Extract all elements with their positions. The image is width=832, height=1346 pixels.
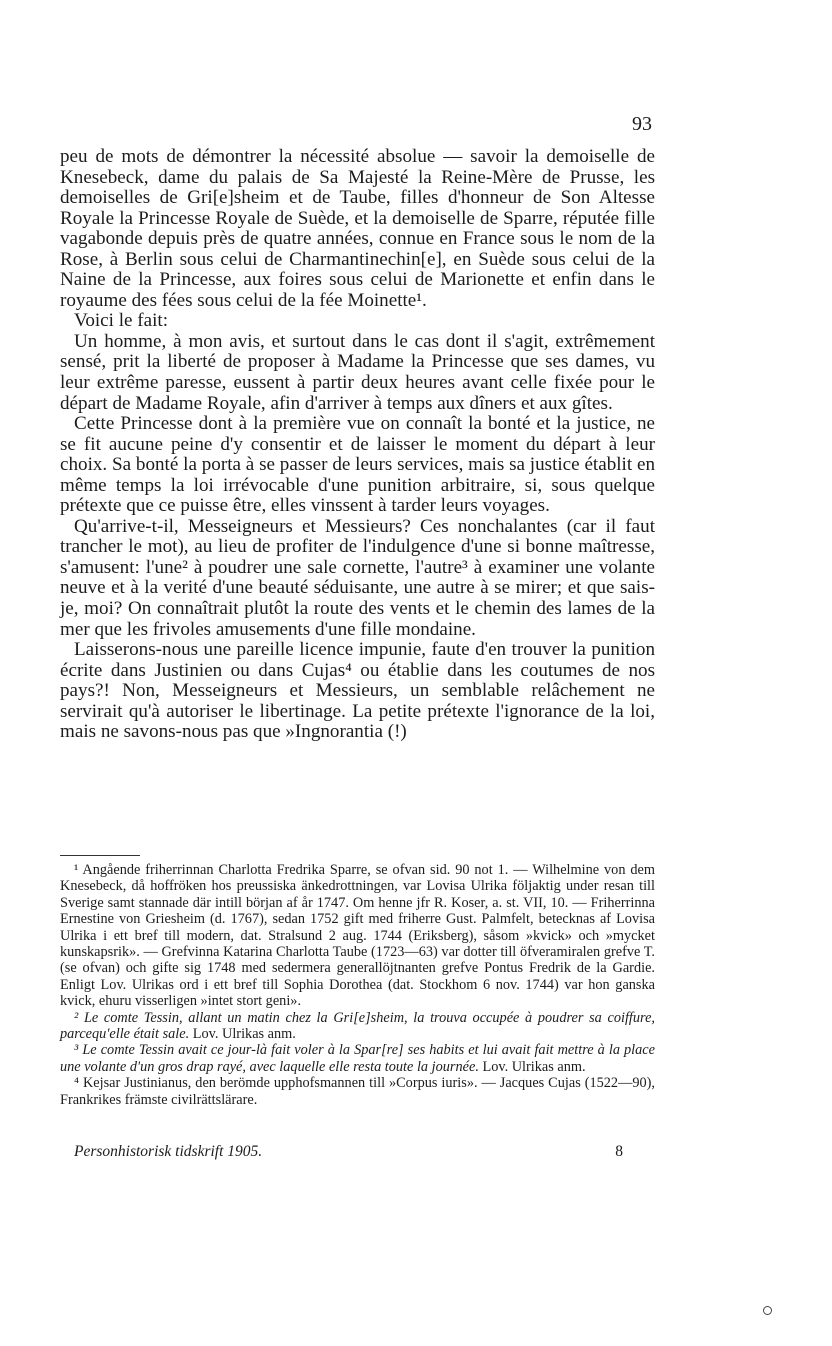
footnote-rule (60, 855, 140, 856)
page-footer (60, 1143, 655, 1163)
paragraph-1: peu de mots de démontrer la nécessité absolue — savoir la demoiselle de Knesebeck, dame du palais de Sa Majesté la Reine-Mère de Prusse, les demoiselles de Gri[e]sheim et de Taube, filles d'honneur de Son Altesse Royale la Princesse Royale de Suède, et la demoiselle de Sparre, réputée fille vagabonde depuis près de quatre années, connue en France sous le nom de la Rose, à Berlin sous celui de Charmantinechin[e], en Suède sous celui de la Naine de la Princesse, aux foires sous celui de Marionette et enfin dans le royaume des fées sous celui de la fée Moinette¹. (60, 146, 655, 311)
journal-title: Personhistorisk tidskrift 1905. (74, 1143, 263, 1160)
body-text (60, 147, 655, 743)
footnote-1: ¹ Angående friherrinnan Charlotta Fredrika Sparre, se ofvan sid. 90 not 1. — Wilhelmine von dem Knesebeck, då hoffröken hos preussiska änkedrottningen, var Lovisa Ulrika följaktig under resan till Sverige samt stannade där intill början af år 1747. Om henne jfr R. Koser, a. st. VII, 10. — Friherrinna Ernestine von Griesheim (d. 1767), sedan 1752 gift med friherre Gust. Palmfelt, betecknas af Lovisa Ulrika i ett bref till modern, dat. Stralsund 2 aug. 1744 (Eriksberg), såsom »kvick» och »mycket kunskapsrik». — Grefvinna Katarina Charlotta Taube (1723—63) var dotter till öfveramiralen grefve T. (se ofvan) och gifte sig 1748 med sedermera generallöjtnanten grefve Pontus Fredrik de la Gardie. Enligt Lov. Ulrikas ord i ett bref till Sophia Dorothea (dat. Stockhom 6 nov. 1744) var hon ganska kvick, ehuru visserligen »intet stort geni». (60, 862, 655, 1010)
footnote-2 (60, 1010, 655, 1043)
footnote-3-text: ³ Le comte Tessin avait ce jour-là fait voler à la Spar[re] ses habits et lui avait fait mettre à la place une volante d'un gros drap rayé, avec laquelle elle resta toute la journée. (60, 1042, 655, 1075)
footnote-3 (60, 1042, 655, 1075)
footnote-2-attribution: Lov. Ulrikas anm. (192, 1026, 296, 1043)
paragraph-6: Laisserons-nous une pareille licence impunie, faute d'en trouver la punition écrite dans Justinien ou dans Cujas⁴ ou établie dans les coutumes de nos pays?! Non, Messeigneurs et Messieurs, un semblable relâchement ne servirait qu'à autoriser le libertinage. La petite prétexte l'ignorance de la loi, mais ne savons-nous pas que »Ingnorantia (!) (60, 639, 655, 743)
footnote-2-text: ² Le comte Tessin, allant un matin chez la Gri[e]sheim, la trouva occupée à poudrer sa coiffure, parcequ'elle était sale. (60, 1009, 655, 1043)
footnote-4: ⁴ Kejsar Justinianus, den berömde upphofsmannen till »Corpus iuris». — Jacques Cujas (1522—90), Frankrikes främste civilrättslärare. (60, 1075, 655, 1108)
scan-mark-icon (763, 1306, 772, 1315)
footnotes (60, 862, 655, 1108)
footnote-3-attribution: Lov. Ulrikas anm. (482, 1058, 586, 1075)
sheet-number: 8 (615, 1143, 623, 1160)
paragraph-4: Cette Princesse dont à la première vue on connaît la bonté et la justice, ne se fit aucune peine d'y consentir et de laisser le moment du départ à leur choix. Sa bonté la porta à se passer de leurs services, mais sa justice établit en même temps la loi irrévocable d'une punition arbitraire, si, sous quelque prétexte que ce puisse être, elles vinssent à tarder leurs voyages. (60, 413, 655, 517)
paragraph-3: Un homme, à mon avis, et surtout dans le cas dont il s'agit, extrêmement sensé, prit la liberté de proposer à Madame la Princesse que ses dames, vu leur extrême paresse, eussent à partir deux heures avant celle fixée pour le départ de Madame Royale, afin d'arriver à temps aux dîners et aux gîtes. (60, 330, 655, 414)
paragraph-5: Qu'arrive-t-il, Messeigneurs et Messieurs? Ces nonchalantes (car il faut trancher le mot), au lieu de profiter de l'indulgence d'une si bonne maîtresse, s'amusent: l'une² à poudrer une sale cornette, l'autre³ à examiner une volante neuve et à la verité d'une beauté séduisante, une autre à se mirer; et que sais-je, moi? On connaîtrait plutôt la route des vents et le chemin des lames de la mer que les frivoles amusements d'une fille mondaine. (60, 515, 655, 640)
page-number: 93 (632, 113, 652, 135)
paragraph-2: Voici le fait: (74, 310, 169, 332)
